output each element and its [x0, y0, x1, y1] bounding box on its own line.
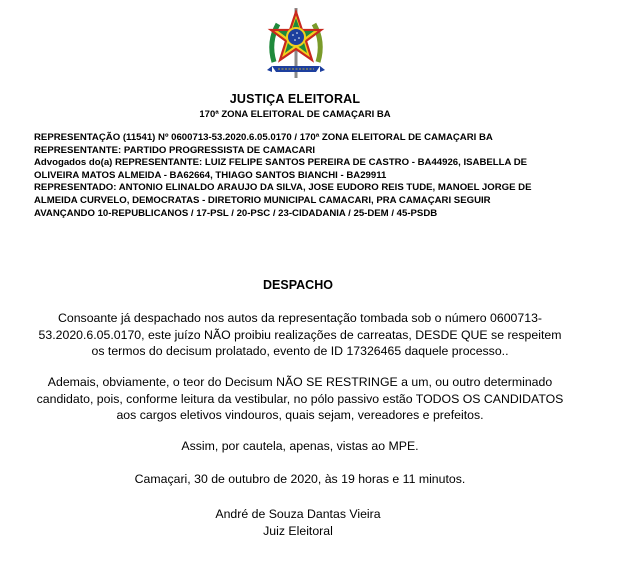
paragraph-1 [30, 310, 570, 360]
advogados-line-1 [34, 157, 564, 170]
case-number-line: REPRESENTAÇÃO (11541) Nº 0600713-53.2020.6.05.0170 / 170ª ZONA ELEITORAL DE CAMAÇARI BA [34, 132, 493, 143]
paragraph-3 [30, 438, 570, 455]
advogados-label: Advogados do(a) REPRESENTANTE: [34, 157, 205, 169]
representado-line-2: ALMEIDA CURVELO, DEMOCRATAS - DIRETORIO MUNICIPAL CAMACARI, PRA CAMAÇARI SEGUIR [34, 194, 491, 206]
advogados-names: LUIZ FELIPE SANTOS PEREIRA DE CASTRO - BA44926, ISABELLA DE [204, 157, 528, 169]
paragraph-line: Camaçari, 30 de outubro de 2020, às 19 horas e 11 minutos. [134, 472, 466, 486]
advogados-line-2: OLIVEIRA MATOS ALMEIDA - BA62664, THIAGO SANTOS BIANCHI - BA29911 [34, 169, 387, 181]
judge-role: Juiz Eleitoral [263, 523, 333, 538]
court-title: JUSTIÇA ELEITORAL [229, 92, 361, 106]
paragraph-line: aos cargos eletivos vindouros, quais sejam, vereadores e prefeitos. [116, 408, 484, 422]
paragraph-line: Assim, por cautela, apenas, vistas ao MPE. [181, 439, 419, 453]
case-caption [34, 132, 564, 220]
signature-block [0, 506, 596, 539]
representado-line-1: REPRESENTADO: ANTONIO ELINALDO ARAUJO DA SILVA, JOSE EUDORO REIS TUDE, MANOEL JORGE DE [34, 182, 532, 194]
paragraph-line: os termos do decisum prolatado, evento de ID 17326465 daquele processo.. [91, 344, 509, 358]
despacho-heading: DESPACHO [263, 278, 333, 292]
paragraph-line: Ademais, obviamente, o teor do Decisum NÃO SE RESTRINGE a um, ou outro determinado [47, 375, 553, 389]
paragraph-line: Consoante já despachado nos autos da representação tombada sob o número 0600713- [57, 311, 543, 325]
paragraph-line: candidato, pois, conforme leitura da vestibular, no pólo passivo estão TODOS OS CANDIDATOS [36, 391, 564, 406]
coat-of-arms-emblem [264, 6, 328, 82]
court-zone: 170ª ZONA ELEITORAL DE CAMAÇARI BA [199, 109, 391, 120]
representado-line-3: AVANÇANDO 10-REPUBLICANOS / 17-PSL / 20-PSC / 23-CIDADANIA / 25-DEM / 45-PSDB [34, 207, 438, 219]
paragraph-2 [30, 374, 570, 424]
representante-line: REPRESENTANTE: PARTIDO PROGRESSISTA DE CAMACARI [34, 144, 316, 156]
paragraph-line: 53.2020.6.05.0170, este juízo NÃO proibiu realizações de carreatas, DESDE QUE se respeitem [38, 327, 562, 342]
date-line [30, 471, 570, 488]
judge-name: André de Souza Dantas Vieira [215, 507, 381, 521]
